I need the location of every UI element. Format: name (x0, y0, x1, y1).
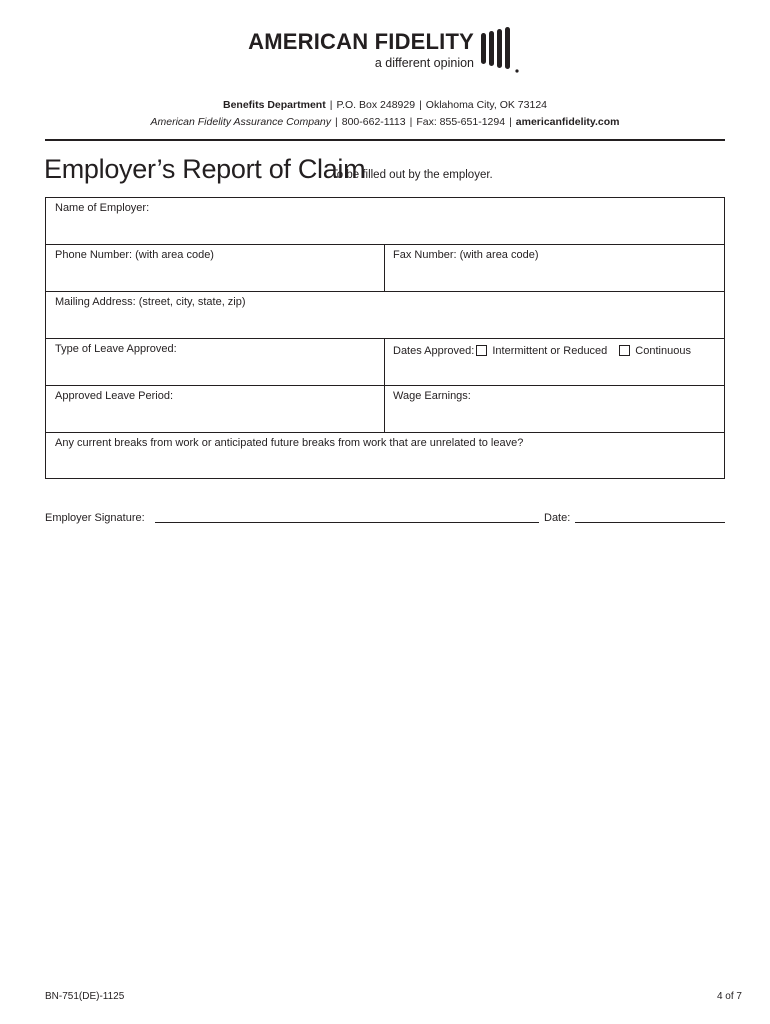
fax-number: Fax: 855-651-1294 (416, 116, 506, 128)
po-box: P.O. Box 248929 (336, 99, 416, 111)
form-row-period-wage (46, 386, 724, 433)
dates-approved-field (384, 339, 723, 385)
mailing-address-label: Mailing Address: (street, city, state, zip) (55, 296, 246, 308)
intermittent-option-label: Intermittent or Reduced (492, 345, 608, 357)
leave-period-label: Approved Leave Period: (55, 390, 174, 402)
page-title: Employer’s Report of Claim (44, 154, 366, 184)
address-line-2: American Fidelity Assurance Company | 800-662-1113 | Fax: 855-651-1294 | americanfidelity.com (150, 116, 620, 128)
department-name: Benefits Department (223, 99, 326, 111)
employer-name-field[interactable] (46, 198, 724, 244)
leave-period-field[interactable] (46, 386, 384, 432)
claim-form (45, 197, 725, 479)
leave-type-label: Type of Leave Approved: (55, 343, 177, 355)
mailing-address-field[interactable] (46, 292, 724, 338)
form-row-leave-type (46, 339, 724, 386)
form-code: BN-751(DE)-1125 (45, 991, 125, 1002)
form-row-employer (46, 198, 724, 245)
date-line[interactable] (575, 522, 725, 523)
employer-name-label: Name of Employer: (55, 202, 150, 214)
phone-number: 800-662-1113 (341, 116, 406, 128)
breaks-field[interactable] (46, 433, 724, 478)
phone-number-label: Phone Number: (with area code) (55, 249, 214, 261)
form-row-phone-fax (46, 245, 724, 292)
continuous-option-label: Continuous (635, 345, 691, 357)
page-subtitle: To be filled out by the employer. (331, 169, 493, 181)
address-line-1: Benefits Department | P.O. Box 248929 | Oklahoma City, OK 73124 (223, 99, 547, 111)
form-row-mailing (46, 292, 724, 339)
intermittent-checkbox[interactable] (476, 345, 487, 356)
page-number: 4 of 7 (716, 991, 742, 1002)
signature-line[interactable] (155, 522, 539, 523)
header-divider (45, 139, 725, 141)
company-logo-name: AMERICAN FIDELITY (248, 29, 474, 54)
dates-approved-label: Dates Approved: (393, 345, 475, 357)
form-row-breaks (46, 433, 724, 478)
fax-number-field[interactable] (384, 245, 723, 291)
fax-number-label: Fax Number: (with area code) (393, 249, 539, 261)
website-link[interactable]: americanfidelity.com (515, 116, 620, 128)
signature-label: Employer Signature: (45, 512, 145, 524)
continuous-checkbox[interactable] (619, 345, 630, 356)
leave-type-field[interactable] (46, 339, 384, 385)
phone-number-field[interactable] (46, 245, 384, 291)
wage-earnings-label: Wage Earnings: (393, 390, 471, 402)
american-fidelity-logo-icon (480, 27, 522, 75)
city-state-zip: Oklahoma City, OK 73124 (425, 99, 547, 111)
wage-earnings-field[interactable] (384, 386, 723, 432)
company-name: American Fidelity Assurance Company (150, 116, 332, 128)
breaks-label: Any current breaks from work or anticipated future breaks from work that are unrelated to leave? (55, 437, 524, 449)
date-label: Date: (544, 512, 571, 524)
company-tagline: a different opinion (374, 56, 474, 70)
